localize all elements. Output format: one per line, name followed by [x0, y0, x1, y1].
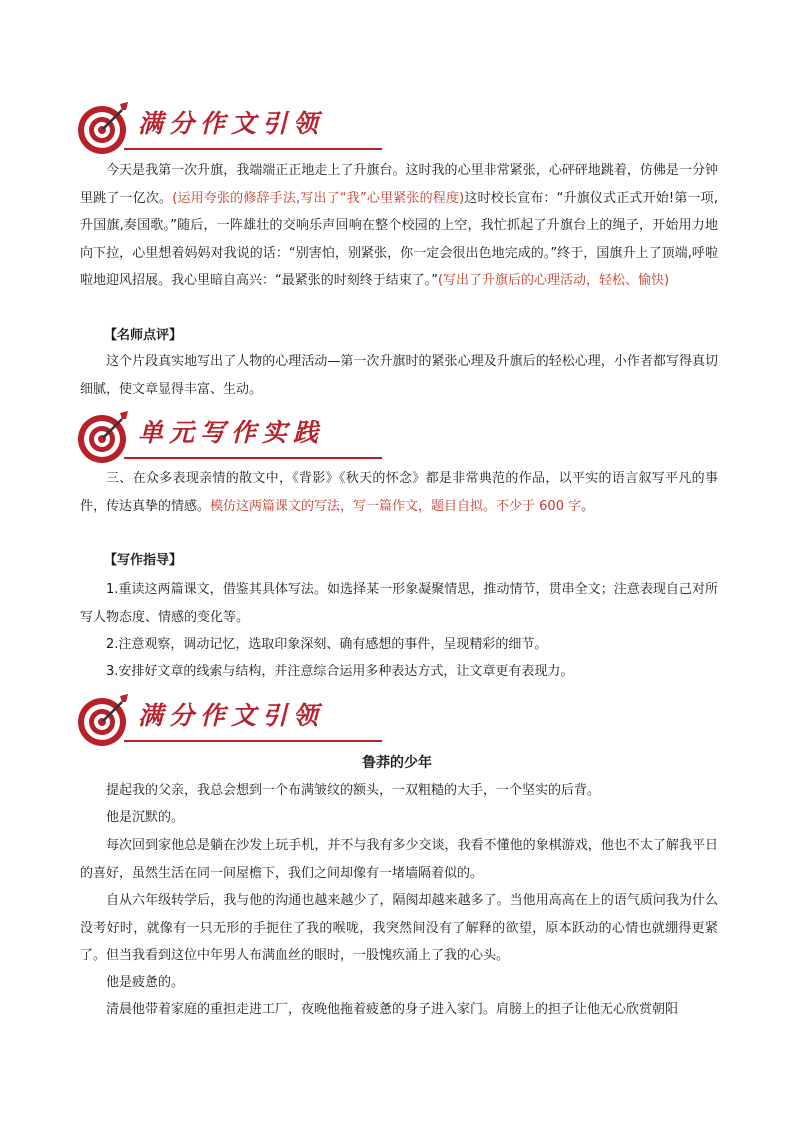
section-title: 满分作文引领 [138, 701, 325, 730]
essay-paragraph: 提起我的父亲，我总会想到一个布满皱纹的额头，一双粗糙的大手，一个坚实的后背。 [106, 783, 601, 798]
section-header-1 [76, 98, 325, 156]
guide-item: 2.注意观察，调动记忆，选取印象深刻、确有感想的事件，呈现精彩的细节。 [106, 637, 548, 652]
section-header-3 [76, 690, 325, 748]
guide-item: 1.重读这两篇课文，借鉴其具体写法。如选择某一形象凝聚情思，推动情节，贯串全文；注意表现自己对所写人物态度、情感的变化等。 [80, 582, 718, 625]
section-title: 单元写作实践 [138, 418, 325, 447]
section-title: 满分作文引领 [138, 109, 325, 138]
writing-prompt [80, 465, 718, 520]
title-underline [124, 457, 382, 459]
teacher-comment: 这个片段真实地写出了人物的心理活动—第一次升旗时的紧张心理及升旗后的轻松心理，小作者都写得真切细腻，使文章显得丰富、生动。 [80, 354, 718, 397]
essay-title: 鲁莽的少年 [362, 755, 432, 771]
essay-paragraph: 他是疲惫的。 [106, 975, 185, 990]
guide-item: 3.安排好文章的线索与结构，并注意综合运用多种表达方式，让文章更有表现力。 [106, 664, 574, 679]
prompt-requirement: 模仿这两篇课文的写法，写一篇作文，题目自拟。不少于 600 字 [210, 498, 582, 514]
section-header-2 [76, 407, 325, 465]
sample-text: 这时校长宣布：“升旗仪式正式开始!第一项,升国旗,奏国歌。”随后，一阵雄壮的交响乐声回响在整个校园的上空，我忙抓起了升旗台上的绳子，开始用力地向下拉，心里想着妈妈对我说的话：“别害怕，别紧张，你一定会很出色地完成的。”终于，国旗升上了顶端,呼啦啦地迎风招展。我心里暗自高兴：“最紧张的时刻终于结束了。” [80, 190, 718, 288]
prompt-text: 。 [581, 498, 595, 514]
sample-paragraph [80, 157, 718, 295]
essay-paragraph: 每次回到家他总是躺在沙发上玩手机，并不与我有多少交谈，我看不懂他的象棋游戏，他也不太了解我平日的喜好，虽然生活在同一间屋檐下，我们之间却像有一堵墙隔着似的。 [80, 838, 718, 881]
essay-paragraph: 清晨他带着家庭的重担走进工厂，夜晚他拖着疲惫的身子进入家门。肩膀上的担子让他无心欣赏朝阳 [106, 1002, 679, 1017]
title-underline [124, 740, 382, 742]
essay-paragraph: 自从六年级转学后，我与他的沟通也越来越少了，隔阂却越来越多了。当他用高高在上的语气质问我为什么没考好时，就像有一只无形的手扼住了我的喉咙，我突然间没有了解释的欲望，原本跃动的心情也就绷得更紧了。但当我看到这位中年男人布满血丝的眼时，一股愧疚涌上了我的心头。 [80, 893, 718, 963]
annotation: (写出了升旗后的心理活动，轻松、愉快) [437, 273, 670, 288]
prompt-text: 三、在众多表现亲情的散文中，《背影》《秋天的怀念》都是非常典范的作品，以平实的语言叙写平凡的事件，传达真挚的情感。 [80, 471, 718, 514]
title-underline [124, 148, 382, 150]
annotation: (运用夸张的修辞手法,写出了“我”心里紧张的程度) [172, 190, 465, 206]
sample-text: 今天是我第一次升旗，我端端正正地走上了升旗台。这时我的心里非常紧张，心砰砰地跳着，仿佛是一分钟里跳了一亿次。 [80, 163, 718, 206]
essay-paragraph: 他是沉默的。 [106, 810, 185, 825]
comment-label: 【名师点评】 [104, 328, 183, 343]
guide-label: 【写作指导】 [104, 553, 183, 568]
